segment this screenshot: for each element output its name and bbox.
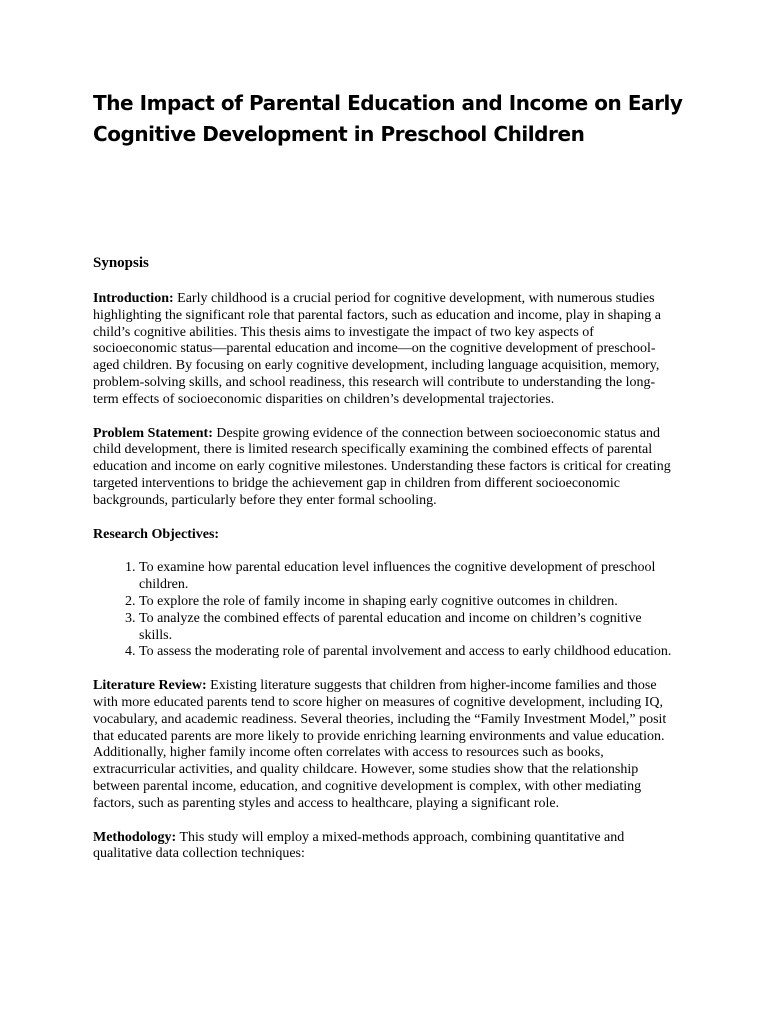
introduction-paragraph [93,291,673,409]
introduction-text: Early childhood is a crucial period for cognitive development, with numerous studies highlighting the significant role that parental factors, such as education and income, play in shaping a child’s cognitive abilities. This thesis aims to investigate the impact of two key aspects of socioeconomic status—parental education and income—on the cognitive development of preschool-aged children. By focusing on early cognitive development, including language acquisition, memory, problem-solving skills, and school readiness, this research will contribute to understanding the long-term effects of socioeconomic disparities on children’s developmental trajectories. [93,291,662,407]
research-objectives-heading: Research Objectives: [93,526,220,542]
problem-statement-text: Despite growing evidence of the connection between socioeconomic status and child development, there is limited research specifically examining the combined effects of parental education and income on early cognitive milestones. Understanding these factors is critical for creating targeted interventions to bridge the achievement gap in children from different socioeconomic backgrounds, particularly before they enter formal schooling. [93,425,671,508]
literature-review-text: Existing literature suggests that children from higher-income families and those with more educated parents tend to score higher on measures of cognitive development, including IQ, vocabulary, and academic readiness. Several theories, including the “Family Investment Model,” posit that educated parents are more likely to provide enriching learning environments and value education. Additionally, higher family income often correlates with access to resources such as books, extracurricular activities, and quality childcare. However, some studies show that the relationship between parental income, education, and cognitive development is complex, with other mediating factors, such as parenting styles and access to healthcare, playing a significant role. [93,678,667,811]
problem-statement-label: Problem Statement: [93,425,213,441]
research-objectives-list [93,560,673,661]
list-item: 2. To explore the role of family income in shaping early cognitive outcomes in children. [139,594,673,611]
list-item: 3. To analyze the combined effects of parental education and income on children’s cognitive skills. [139,611,673,645]
literature-review-label: Literature Review: [93,678,207,694]
problem-statement-paragraph [93,426,673,510]
list-item: 4. To assess the moderating role of parental involvement and access to early childhood education. [139,644,673,661]
methodology-text: This study will employ a mixed-methods approach, combining quantitative and qualitative data collection techniques: [93,829,625,862]
literature-review-paragraph [93,678,673,812]
document-title: The Impact of Parental Education and Income on Early Cognitive Development in Preschool Children [93,91,683,146]
introduction-label: Introduction: [93,291,174,306]
methodology-label: Methodology: [93,829,177,845]
document-body [93,253,673,880]
methodology-paragraph [93,830,673,864]
list-item: 1. To examine how parental education level influences the cognitive development of preschool children. [139,560,673,594]
synopsis-heading: Synopsis [93,255,149,271]
